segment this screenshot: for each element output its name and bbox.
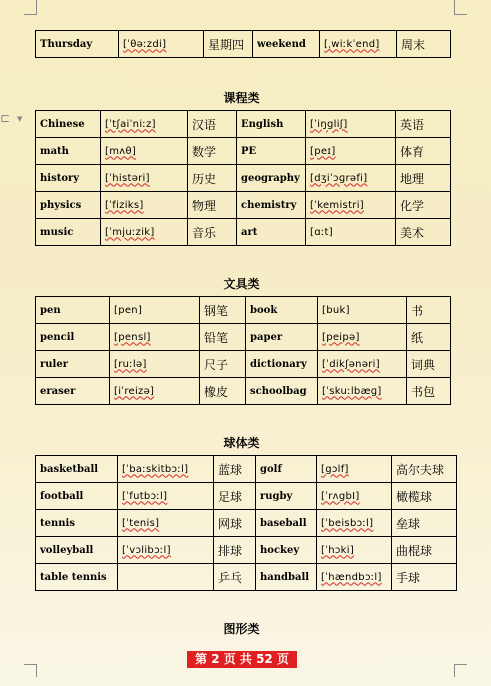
meaning-cell: 蓝球 [214,456,256,483]
word-cell: rugby [256,483,317,510]
phonetic-cell: [ruːlə] [110,351,200,378]
word-cell: football [36,483,118,510]
word-cell: golf [256,456,317,483]
word-cell: pencil [36,324,110,351]
word-cell: paper [246,324,318,351]
meaning-cell: 乒乓 [214,564,256,591]
meaning-cell: 星期四 [204,31,253,58]
meaning-cell: 高尔夫球 [392,456,457,483]
word-cell: Thursday [36,31,119,58]
meaning-cell: 网球 [214,510,256,537]
meaning-cell: 排球 [214,537,256,564]
page-corner-mark [454,0,467,15]
word-cell: chemistry [237,192,306,219]
meaning-cell: 数学 [188,138,237,165]
phonetic-cell: [ˌwiːkˈend] [320,31,397,58]
phonetic-cell [118,564,214,591]
phonetic-cell: [ˈtenis] [118,510,214,537]
meaning-cell: 物理 [188,192,237,219]
vocab-table-balls [35,455,457,591]
table-row [36,351,451,378]
vocab-table-days [35,30,451,58]
table-row [36,456,457,483]
side-panel-tab[interactable]: ⊏ [0,111,11,125]
phonetic-cell: [ˈfiziks] [101,192,188,219]
table-row [36,219,451,246]
word-cell: Chinese [36,111,101,138]
phonetic-cell: [pensl] [110,324,200,351]
word-cell: history [36,165,101,192]
meaning-cell: 地理 [396,165,451,192]
phonetic-cell: [ɑːt] [306,219,396,246]
meaning-cell: 铅笔 [200,324,246,351]
page-number-footer: 第 2 页 共 52 页 [187,651,297,668]
section-heading-shapes: 图形类 [223,622,260,636]
meaning-cell: 英语 [396,111,451,138]
table-row [36,165,451,192]
meaning-cell: 手球 [392,564,457,591]
meaning-cell: 历史 [188,165,237,192]
vocab-table-courses [35,110,451,246]
phonetic-cell: [ˈhɔki] [317,537,392,564]
meaning-cell: 体育 [396,138,451,165]
word-cell: weekend [253,31,320,58]
table-row [36,537,457,564]
phonetic-cell: [pen] [110,297,200,324]
phonetic-cell: [ˈdikʃənəri] [318,351,407,378]
meaning-cell: 书 [407,297,451,324]
word-cell: book [246,297,318,324]
word-cell: PE [237,138,306,165]
meaning-cell: 垒球 [392,510,457,537]
phonetic-cell: [ˈhændbɔːl] [317,564,392,591]
section-heading-balls: 球体类 [223,436,260,450]
word-cell: English [237,111,306,138]
phonetic-cell: [ˈiŋgliʃ] [306,111,396,138]
table-row [36,564,457,591]
phonetic-cell: [iˈreizə] [110,378,200,405]
phonetic-cell: [mʌθ] [101,138,188,165]
phonetic-cell: [ˈrʌgbI] [317,483,392,510]
phonetic-cell: [gɔlf] [317,456,392,483]
word-cell: hockey [256,537,317,564]
phonetic-cell: [buk] [318,297,407,324]
meaning-cell: 词典 [407,351,451,378]
section-heading-courses: 课程类 [223,91,260,105]
word-cell: table tennis [36,564,118,591]
meaning-cell: 书包 [407,378,451,405]
meaning-cell: 钢笔 [200,297,246,324]
phonetic-cell: [ˈkemistri] [306,192,396,219]
phonetic-cell: [ˈθəːzdi] [119,31,204,58]
phonetic-cell: [ˈbeisbɔːl] [317,510,392,537]
table-row [36,111,451,138]
meaning-cell: 橡皮 [200,378,246,405]
meaning-cell: 尺子 [200,351,246,378]
phonetic-cell: [ˈfutbɔːl] [118,483,214,510]
meaning-cell: 汉语 [188,111,237,138]
table-row [36,297,451,324]
word-cell: volleyball [36,537,118,564]
table-row [36,378,451,405]
chevron-down-icon[interactable]: ▼ [17,115,23,123]
meaning-cell: 美术 [396,219,451,246]
phonetic-cell: [ˈvɔlibɔːl] [118,537,214,564]
word-cell: tennis [36,510,118,537]
table-row [36,324,451,351]
meaning-cell: 曲棍球 [392,537,457,564]
table-row [36,31,451,58]
word-cell: geography [237,165,306,192]
page-corner-mark [454,664,467,677]
phonetic-cell: [peipə] [318,324,407,351]
table-row [36,510,457,537]
phonetic-cell: [dʒiˈɔɡrəfi] [306,165,396,192]
word-cell: dictionary [246,351,318,378]
phonetic-cell: [ˈbaːskitbɔːl] [118,456,214,483]
vocab-table-stationery [35,296,451,405]
meaning-cell: 音乐 [188,219,237,246]
word-cell: ruler [36,351,110,378]
meaning-cell: 足球 [214,483,256,510]
table-row [36,192,451,219]
meaning-cell: 纸 [407,324,451,351]
phonetic-cell: [peɪ] [306,138,396,165]
table-row [36,483,457,510]
word-cell: pen [36,297,110,324]
section-heading-stationery: 文具类 [223,277,260,291]
word-cell: physics [36,192,101,219]
phonetic-cell: [ˈskuːlbæɡ] [318,378,407,405]
table-row [36,138,451,165]
phonetic-cell: [ˈmjuːzik] [101,219,188,246]
word-cell: art [237,219,306,246]
phonetic-cell: [ˈhistəri] [101,165,188,192]
word-cell: math [36,138,101,165]
meaning-cell: 周末 [397,31,451,58]
word-cell: handball [256,564,317,591]
meaning-cell: 橄榄球 [392,483,457,510]
page-corner-mark [24,664,37,677]
meaning-cell: 化学 [396,192,451,219]
word-cell: baseball [256,510,317,537]
word-cell: music [36,219,101,246]
page-corner-mark [24,0,37,15]
phonetic-cell: [ˈtʃaiˈniːz] [101,111,188,138]
word-cell: basketball [36,456,118,483]
word-cell: schoolbag [246,378,318,405]
word-cell: eraser [36,378,110,405]
